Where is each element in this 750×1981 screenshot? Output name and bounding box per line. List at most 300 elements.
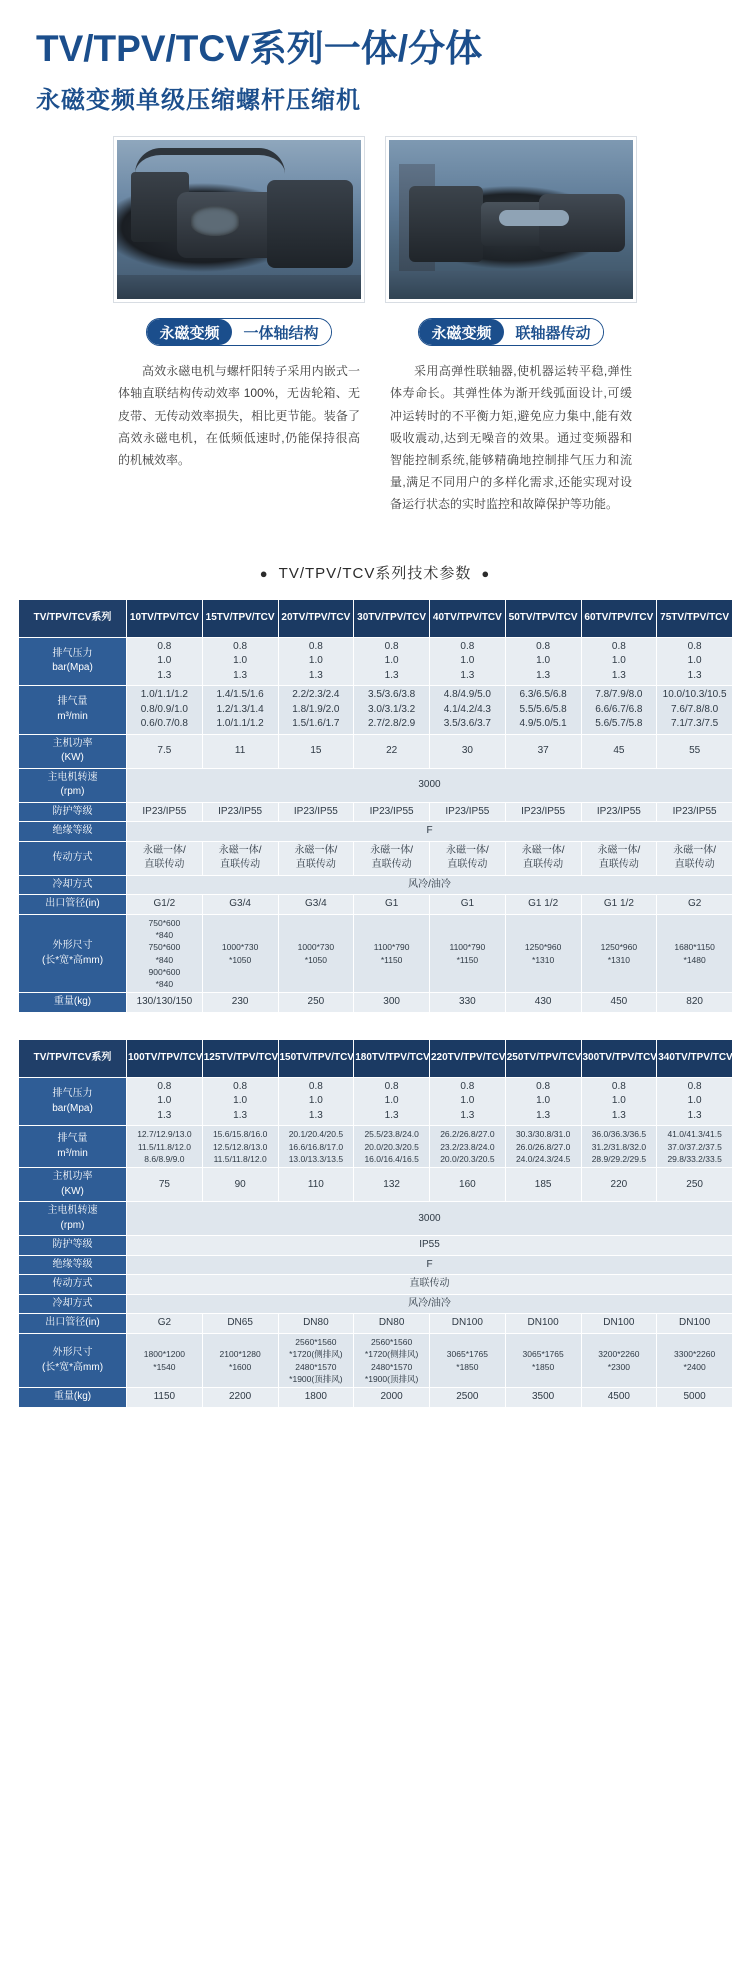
table-cell-line: *1150 xyxy=(380,954,403,965)
table-cell xyxy=(354,686,430,735)
table-cell xyxy=(581,1333,657,1387)
table-cell-line: 2560*1560 xyxy=(371,1336,413,1347)
table-cell xyxy=(202,637,278,686)
table-row-label xyxy=(19,637,127,686)
table-row xyxy=(19,993,733,1013)
spec-table-2 xyxy=(18,1039,733,1408)
table-cell xyxy=(354,1077,430,1126)
table-cell-line: *1480 xyxy=(683,954,706,965)
table-cell xyxy=(581,686,657,735)
spec-table-1-wrap xyxy=(0,599,750,1013)
table-row-label xyxy=(19,1275,127,1295)
table-cell xyxy=(127,637,203,686)
table-cell-line: *1600 xyxy=(229,1361,252,1372)
table-cell-line: 直联传动 xyxy=(598,859,639,871)
table-row-label xyxy=(19,895,127,915)
table-cell-line: 26.0/26.8/27.0 xyxy=(515,1141,571,1152)
table-cell-line: 1680*1150 xyxy=(674,942,715,953)
table-cell-line: 永磁一体/ xyxy=(445,844,489,856)
table-cell: IP23/IP55 xyxy=(581,802,657,822)
description-coupling-drive xyxy=(386,360,636,515)
table-cell-line: 1.3 xyxy=(687,669,702,681)
table-cell-line: 16.0/16.4/16.5 xyxy=(364,1154,419,1165)
table-row xyxy=(19,1126,733,1168)
table-row-label xyxy=(19,1126,127,1168)
table-cell-line: 1250*960 xyxy=(600,942,638,953)
table-cell-line: *2300 xyxy=(607,1361,630,1372)
badge-label-left: 永磁变频 xyxy=(419,319,503,345)
table-cell: 37 xyxy=(505,734,581,768)
table-cell xyxy=(202,914,278,993)
table-cell-line: 1.3 xyxy=(460,1109,475,1121)
table-cell xyxy=(430,1126,506,1168)
table-cell-line: 11.5/11.8/12.0 xyxy=(137,1141,191,1152)
table-cell: 300 xyxy=(354,993,430,1013)
table-cell-line: 2480*1570 xyxy=(371,1361,413,1372)
table-cell-line: 1.3 xyxy=(536,669,551,681)
table-cell xyxy=(354,841,430,875)
row-label-line1: 出口管径(in) xyxy=(45,898,100,910)
table-cell xyxy=(505,914,581,993)
table-cell xyxy=(278,686,354,735)
table-cell xyxy=(278,1077,354,1126)
table-cell: 132 xyxy=(354,1168,430,1202)
table-cell-merged: 3000 xyxy=(127,768,733,802)
table-cell-line: 3300*2260 xyxy=(674,1349,716,1360)
table-cell xyxy=(354,1126,430,1168)
badge-wrap-1 xyxy=(114,318,364,346)
table-cell-line: 4.9/5.0/5.1 xyxy=(519,718,567,730)
table-cell-line: 41.0/41.3/41.5 xyxy=(667,1129,722,1140)
table-cell-line: 1100*790 xyxy=(373,942,410,953)
table-cell: 230 xyxy=(202,993,278,1013)
table-column-header: 340TV/TPV/TCV xyxy=(657,1039,733,1077)
table-cell-line: 1.3 xyxy=(308,669,323,681)
table-cell-line: *1050 xyxy=(229,954,252,965)
table-cell xyxy=(581,914,657,993)
table-cell-line: 10.0/10.3/10.5 xyxy=(662,689,727,701)
table-cell xyxy=(127,914,203,993)
table-cell: 820 xyxy=(657,993,733,1013)
table-cell-line: 6.6/6.7/6.8 xyxy=(595,703,643,715)
table-cell xyxy=(202,1077,278,1126)
table-column-header: 50TV/TPV/TCV xyxy=(505,599,581,637)
description-text: 高效永磁电机与螺杆阳转子采用内嵌式一体轴直联结构传动效率 100%，无齿轮箱、无皮带、无传动效率损失，相比更节能。装备了高效永磁电机，在低频低速时,仍能保持很高的机械效率。 xyxy=(118,364,360,467)
table-cell xyxy=(202,1333,278,1387)
table-corner-label: TV/TPV/TCV系列 xyxy=(19,1039,127,1077)
table-row xyxy=(19,1314,733,1334)
table-row xyxy=(19,841,733,875)
table-cell-line: 11.5/11.8/12.0 xyxy=(213,1154,267,1165)
table-cell xyxy=(657,1126,733,1168)
table-cell-line: *2400 xyxy=(683,1361,706,1372)
table-cell-line: 7.6/7.8/8.0 xyxy=(670,703,719,715)
table-cell-line: *1050 xyxy=(304,954,327,965)
table-row xyxy=(19,875,733,895)
photo-hose-shape xyxy=(135,148,285,174)
table-column-header: 100TV/TPV/TCV xyxy=(127,1039,203,1077)
table-cell: G3/4 xyxy=(202,895,278,915)
table-cell-line: *1310 xyxy=(532,954,555,965)
table-cell: IP23/IP55 xyxy=(354,802,430,822)
badge-label-right: 联轴器传动 xyxy=(504,319,603,345)
page-title: TV/TPV/TCV系列一体/分体 xyxy=(36,28,483,69)
table-cell xyxy=(202,1126,278,1168)
table-row xyxy=(19,1275,733,1295)
table-cell-line: 1.3 xyxy=(157,1109,172,1121)
table-column-header: 40TV/TPV/TCV xyxy=(430,599,506,637)
table-cell-line: 1.0 xyxy=(536,1095,551,1107)
table-row-label xyxy=(19,822,127,842)
table-cell xyxy=(505,841,581,875)
row-label-line1: 主电机转速 xyxy=(47,1205,98,1217)
table-cell-line: 2.2/2.3/2.4 xyxy=(292,689,340,701)
table-cell xyxy=(430,637,506,686)
page-subtitle: 永磁变频单级压缩螺杆压缩机 xyxy=(36,87,361,115)
table-cell-line: 1.0 xyxy=(308,655,323,667)
table-cell-line: 750*600 xyxy=(148,942,181,953)
table-column-header: 60TV/TPV/TCV xyxy=(581,599,657,637)
table-row-label xyxy=(19,768,127,802)
table-cell xyxy=(354,914,430,993)
table-column-header: 150TV/TPV/TCV xyxy=(278,1039,354,1077)
table-cell-line: 5.6/5.7/5.8 xyxy=(595,718,643,730)
table-cell-line: 0.8 xyxy=(536,640,551,652)
table-cell-line: 2.7/2.8/2.9 xyxy=(367,718,416,730)
table-cell-line: *840 xyxy=(155,954,174,965)
table-row-label xyxy=(19,1255,127,1275)
table-cell-line: 0.8 xyxy=(157,640,172,652)
table-cell-line: 15.6/15.8/16.0 xyxy=(212,1129,268,1140)
table-cell xyxy=(430,914,506,993)
table-cell-merged: F xyxy=(127,822,733,842)
table-cell-line: 永磁一体/ xyxy=(218,844,262,856)
table-cell xyxy=(581,637,657,686)
row-label-line2: bar(Mpa) xyxy=(52,1102,93,1114)
table-cell-merged: F xyxy=(127,1255,733,1275)
row-label-line2: (长*宽*高mm) xyxy=(41,954,104,966)
row-label-line1: 出口管径(in) xyxy=(45,1317,100,1329)
table-cell-line: 直联传动 xyxy=(295,859,336,871)
table-cell-line: 8.6/8.9/9.0 xyxy=(144,1154,185,1165)
table-cell: 30 xyxy=(430,734,506,768)
table-cell-line: 1.3 xyxy=(384,669,399,681)
table-cell-line: 0.8 xyxy=(384,1080,399,1092)
table-cell: 330 xyxy=(430,993,506,1013)
table-cell: DN100 xyxy=(581,1314,657,1334)
table-cell-line: 1.3 xyxy=(536,1109,551,1121)
table-cell-line: *1540 xyxy=(153,1361,176,1372)
table-cell-line: 1.0/1.1/1.2 xyxy=(216,718,264,730)
table-cell: G2 xyxy=(657,895,733,915)
table-cell: 2500 xyxy=(430,1388,506,1408)
table-cell: 11 xyxy=(202,734,278,768)
table-cell-line: 2480*1570 xyxy=(295,1361,337,1372)
row-label-line2: (rpm) xyxy=(60,1219,85,1231)
table-cell-line: 29.8/33.2/33.5 xyxy=(667,1154,722,1165)
table-cell-line: 永磁一体/ xyxy=(597,844,641,856)
table-cell: G2 xyxy=(127,1314,203,1334)
table-cell-line: 2560*1560 xyxy=(295,1336,337,1347)
table-cell-line: 1.0 xyxy=(687,655,702,667)
table-cell: IP23/IP55 xyxy=(430,802,506,822)
table-cell xyxy=(278,914,354,993)
description-text: 采用高弹性联轴器,使机器运转平稳,弹性体寿命长。其弹性体为渐开线弧面设计,可缓冲运转时的不平衡力矩,避免应力集中,能有效吸收震动,达到无噪音的效果。通过变频器和智能控制系统,能够精确地控制排气压力和流量,满足不同用户的多样化需求,还能实现对设备运行状态的实时监控和故障保护等功能。 xyxy=(390,364,632,512)
table-cell: G1 xyxy=(430,895,506,915)
permanent-magnet-integrated-shaft-photo xyxy=(114,137,364,302)
table-cell-merged: IP55 xyxy=(127,1236,733,1256)
table-row-label xyxy=(19,1388,127,1408)
table-cell-line: *1900(顶排风) xyxy=(289,1373,343,1384)
row-label-line1: 排气量 xyxy=(57,1133,88,1145)
table-cell-line: 1.3 xyxy=(460,669,475,681)
table-cell: IP23/IP55 xyxy=(657,802,733,822)
table-cell-line: 1.0 xyxy=(308,1095,323,1107)
table-cell: 130/130/150 xyxy=(127,993,203,1013)
table-column-header: 220TV/TPV/TCV xyxy=(430,1039,506,1077)
table-cell xyxy=(127,841,203,875)
table-cell-line: *840 xyxy=(155,979,174,990)
photo-shaft-shape xyxy=(499,210,569,226)
table-cell: IP23/IP55 xyxy=(202,802,278,822)
row-label-line1: 主机功率 xyxy=(52,1171,93,1183)
badge-label-left: 永磁变频 xyxy=(147,319,231,345)
row-label-line2: m³/min xyxy=(57,1147,88,1159)
table-cell-line: 3065*1765 xyxy=(522,1349,564,1360)
table-cell xyxy=(127,1077,203,1126)
row-label-line1: 排气量 xyxy=(57,696,88,708)
table-cell-line: 1.3 xyxy=(611,669,626,681)
table-cell-line: 1.3 xyxy=(233,1109,248,1121)
row-label-line2: m³/min xyxy=(57,710,88,722)
table-row xyxy=(19,895,733,915)
table-cell-line: 3.0/3.1/3.2 xyxy=(367,703,416,715)
spec-table-2-wrap xyxy=(0,1039,750,1408)
table-cell: G1 1/2 xyxy=(581,895,657,915)
table-cell xyxy=(278,1333,354,1387)
table-cell xyxy=(278,1126,354,1168)
spec-table-1 xyxy=(18,599,733,1013)
row-label-line1: 传动方式 xyxy=(52,851,93,863)
table-cell-line: 1.0 xyxy=(384,655,399,667)
table-cell-line: 0.8 xyxy=(308,640,323,652)
table-cell: DN65 xyxy=(202,1314,278,1334)
row-label-line1: 主机功率 xyxy=(52,737,93,749)
table-cell-line: 1000*730 xyxy=(221,942,259,953)
table-column-header: 15TV/TPV/TCV xyxy=(202,599,278,637)
row-label-line1: 重量(kg) xyxy=(53,1391,92,1403)
table-cell: 45 xyxy=(581,734,657,768)
table-cell-line: 750*600 xyxy=(148,917,181,928)
table-row-label xyxy=(19,802,127,822)
table-cell-line: 直联传动 xyxy=(144,859,185,871)
table-cell-line: 3065*1765 xyxy=(446,1349,488,1360)
table-cell-line: 直联传动 xyxy=(674,859,715,871)
table-cell-line: 37.0/37.2/37.5 xyxy=(667,1141,722,1152)
table-cell-line: 31.2/31.8/32.0 xyxy=(591,1141,647,1152)
row-label-line1: 绝缘等级 xyxy=(52,1258,93,1270)
table-header-row xyxy=(19,599,733,637)
table-cell-line: 1.0 xyxy=(460,655,475,667)
table-cell-line: 1.0 xyxy=(611,655,626,667)
table-cell-line: 0.8 xyxy=(384,640,399,652)
table-cell: G1 xyxy=(354,895,430,915)
table-cell-merged: 直联传动 xyxy=(127,1275,733,1295)
table-row-label xyxy=(19,1077,127,1126)
table-cell: 220 xyxy=(581,1168,657,1202)
table-cell-line: 1.0 xyxy=(611,1095,626,1107)
table-cell-line: 36.0/36.3/36.5 xyxy=(591,1129,647,1140)
row-label-line1: 防护等级 xyxy=(52,805,93,817)
table-cell-line: 永磁一体/ xyxy=(370,844,414,856)
table-cell-line: 0.8 xyxy=(687,1080,702,1092)
table-cell-line: *840 xyxy=(155,929,174,940)
table-cell-line: 7.8/7.9/8.0 xyxy=(595,689,643,701)
table-column-header: 75TV/TPV/TCV xyxy=(657,599,733,637)
spec-section-title-text: TV/TPV/TCV系列技术参数 xyxy=(278,564,472,582)
table-cell-merged: 风冷/油冷 xyxy=(127,1294,733,1314)
table-cell-line: *1850 xyxy=(456,1361,479,1372)
table-cell-line: *1720(侧排风) xyxy=(364,1349,419,1360)
table-cell-line: 1.3 xyxy=(611,1109,626,1121)
table-cell-line: 1.2/1.3/1.4 xyxy=(216,703,264,715)
description-integrated-shaft xyxy=(114,360,364,515)
table-header-row xyxy=(19,1039,733,1077)
table-cell: DN80 xyxy=(278,1314,354,1334)
table-cell xyxy=(127,686,203,735)
table-cell: 15 xyxy=(278,734,354,768)
table-cell-line: 1.3 xyxy=(384,1109,399,1121)
table-cell-line: 12.5/12.8/13.0 xyxy=(212,1141,268,1152)
table-cell-line: 0.8 xyxy=(687,640,702,652)
table-cell-line: 30.3/30.8/31.0 xyxy=(515,1129,571,1140)
table-cell: 1150 xyxy=(127,1388,203,1408)
table-cell xyxy=(505,1077,581,1126)
table-cell: 450 xyxy=(581,993,657,1013)
product-photo-row xyxy=(0,137,750,302)
permanent-magnet-coupling-drive-photo xyxy=(386,137,636,302)
row-label-line1: 绝缘等级 xyxy=(52,825,93,837)
table-cell: 185 xyxy=(505,1168,581,1202)
row-label-line1: 冷却方式 xyxy=(52,878,93,890)
table-column-header: 180TV/TPV/TCV xyxy=(354,1039,430,1077)
row-label-line1: 外形尺寸 xyxy=(52,940,93,951)
table-cell-line: 0.8 xyxy=(233,640,248,652)
table-row-label xyxy=(19,993,127,1013)
table-column-header: 30TV/TPV/TCV xyxy=(354,599,430,637)
table-cell xyxy=(430,841,506,875)
row-label-line1: 防护等级 xyxy=(52,1239,93,1251)
table-cell-line: 1.5/1.6/1.7 xyxy=(292,718,340,730)
table-cell xyxy=(581,1126,657,1168)
table-cell xyxy=(657,1077,733,1126)
table-cell-line: 1.0 xyxy=(384,1095,399,1107)
table-cell: DN100 xyxy=(430,1314,506,1334)
table-row xyxy=(19,637,733,686)
table-cell: DN100 xyxy=(505,1314,581,1334)
table-cell xyxy=(505,686,581,735)
table-cell xyxy=(657,1333,733,1387)
table-cell: 110 xyxy=(278,1168,354,1202)
table-cell: DN80 xyxy=(354,1314,430,1334)
table-column-header: 300TV/TPV/TCV xyxy=(581,1039,657,1077)
table-cell-line: 23.2/23.8/24.0 xyxy=(440,1141,495,1152)
table-cell-line: 0.8 xyxy=(460,1080,475,1092)
table-cell-line: *1900(顶排风) xyxy=(364,1373,419,1384)
photo-base-shape xyxy=(389,271,636,299)
table-cell-line: 4.1/4.2/4.3 xyxy=(443,703,491,715)
spec-section-title xyxy=(0,562,750,583)
table-corner-label: TV/TPV/TCV系列 xyxy=(19,599,127,637)
table-cell xyxy=(657,686,733,735)
table-row-label xyxy=(19,1202,127,1236)
table-cell-line: 13.0/13.3/13.5 xyxy=(288,1154,344,1165)
bullet-icon: ● xyxy=(481,565,491,581)
row-label-line1: 冷却方式 xyxy=(52,1297,93,1309)
row-label-line2: (KW) xyxy=(61,752,84,764)
table-cell: IP23/IP55 xyxy=(505,802,581,822)
row-label-line1: 外形尺寸 xyxy=(52,1347,93,1358)
table-cell-line: 16.6/16.8/17.0 xyxy=(288,1141,344,1152)
table-cell-line: 3200*2260 xyxy=(598,1349,640,1360)
table-cell-line: 直联传动 xyxy=(371,859,412,871)
table-cell-line: 3.5/3.6/3.7 xyxy=(443,718,491,730)
table-row xyxy=(19,734,733,768)
feature-badge-row xyxy=(0,318,750,346)
table-cell: G1 1/2 xyxy=(505,895,581,915)
row-label-line2: (KW) xyxy=(61,1185,84,1197)
table-cell xyxy=(430,1333,506,1387)
table-column-header: 125TV/TPV/TCV xyxy=(202,1039,278,1077)
table-cell-line: 1000*730 xyxy=(297,942,335,953)
table-row xyxy=(19,1168,733,1202)
table-row-label xyxy=(19,1333,127,1387)
table-cell: 160 xyxy=(430,1168,506,1202)
table-cell-merged: 风冷/油冷 xyxy=(127,875,733,895)
table-cell-line: 1.3 xyxy=(687,1109,702,1121)
table-cell-line: *1850 xyxy=(532,1361,555,1372)
table-row xyxy=(19,1077,733,1126)
row-label-line2: bar(Mpa) xyxy=(52,662,93,674)
feature-description-row xyxy=(0,360,750,515)
table-cell: G3/4 xyxy=(278,895,354,915)
table-cell-line: 25.5/23.8/24.0 xyxy=(364,1129,419,1140)
table-cell: 3500 xyxy=(505,1388,581,1408)
table-cell: IP23/IP55 xyxy=(127,802,203,822)
table-row-label xyxy=(19,841,127,875)
table-cell xyxy=(202,686,278,735)
table-row-label xyxy=(19,1314,127,1334)
table-row-label xyxy=(19,1236,127,1256)
table-cell-line: 1100*790 xyxy=(449,942,486,953)
table-row xyxy=(19,1202,733,1236)
badge-label-right: 一体轴结构 xyxy=(232,319,331,345)
table-cell-line: 1.3 xyxy=(157,669,172,681)
table-column-header: 250TV/TPV/TCV xyxy=(505,1039,581,1077)
table-cell-line: 1.0/1.1/1.2 xyxy=(140,689,188,701)
table-cell: 5000 xyxy=(657,1388,733,1408)
badge-wrap-2 xyxy=(386,318,636,346)
table-cell: 7.5 xyxy=(127,734,203,768)
table-cell: 250 xyxy=(278,993,354,1013)
row-label-line2: (长*宽*高mm) xyxy=(41,1361,104,1373)
table-cell-line: 永磁一体/ xyxy=(521,844,565,856)
table-cell xyxy=(278,637,354,686)
table-cell: DN100 xyxy=(657,1314,733,1334)
table-row-label xyxy=(19,686,127,735)
table-cell xyxy=(505,637,581,686)
table-cell xyxy=(354,1333,430,1387)
